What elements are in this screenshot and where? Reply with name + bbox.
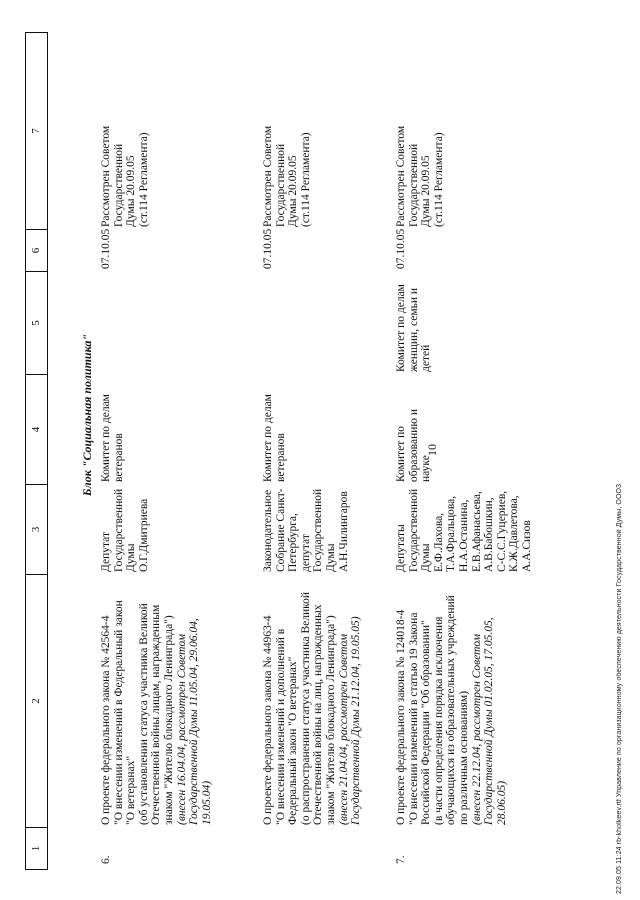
responsible-committee-line: образованию и <box>407 409 420 482</box>
council-note-line: (ст.114 Регламента) <box>299 132 312 227</box>
section-title: Блок "Социальная политика" <box>80 333 94 497</box>
bill-description-line: по различным основаниям) <box>457 690 470 825</box>
bill-author-line: О.Г.Дмитриева <box>137 498 150 572</box>
bill-author-line: Е.Ф.Лахова, <box>432 512 445 572</box>
bill-description-note-line: (внесен 21.04.04, рассмотрен Советом <box>337 633 350 825</box>
bill-author-line: Депутаты <box>395 524 407 572</box>
bill-author-line: Н.А.Останина, <box>457 499 470 572</box>
bill-author <box>100 482 150 572</box>
bill-author-line: Т.А.Фральцова, <box>445 495 458 572</box>
co-executor-committee-line: женщин, семьи и <box>407 287 420 372</box>
responsible-committee <box>395 376 433 482</box>
bill-author <box>262 482 350 572</box>
bill-author-line: Государственной <box>112 488 125 572</box>
bill-author-line: Законодательное <box>262 489 274 572</box>
bill-description-note-line: Государственной Думы 01.02.05, 17.05.05, <box>483 617 496 825</box>
bill-description-note-line: (внесен 22.12.04, рассмотрен Советом <box>470 633 483 825</box>
bill-author-line: Думы <box>420 543 433 572</box>
responsible-committee-line: Комитет по делам <box>100 394 112 482</box>
council-note-line: Государственной <box>274 143 287 227</box>
bill-author-line: Думы <box>324 543 337 572</box>
council-note-line: Думы 20.09.05 <box>287 155 300 227</box>
bill-description-line: О проекте федерального закона № 42564-4 <box>100 615 112 825</box>
header-cell-7: 7 <box>26 32 47 230</box>
header-cell-1: 1 <box>26 828 47 870</box>
responsible-committee-line: науке <box>420 455 433 482</box>
bill-author <box>395 482 534 572</box>
council-note-line: Рассмотрен Советом <box>395 125 407 227</box>
responsible-committee-line: ветеранов <box>274 433 287 482</box>
bill-description-line: обучающихся из образовательных учреждений <box>445 595 458 825</box>
row-number: 7. <box>395 855 407 864</box>
page-number: 10 <box>425 444 439 456</box>
council-note-line: (ст.114 Регламента) <box>137 132 150 227</box>
page-footer: 22.09.05 11:24 rb-kholkeev.rtf Управление по организационному обеспечению деятельности Государственной Думы, ООО3 <box>616 483 623 894</box>
council-note-line: Думы 20.09.05 <box>125 155 138 227</box>
bill-author-line: депутат <box>299 534 312 572</box>
bill-author-line: Государственной <box>312 488 325 572</box>
bill-description-line: "О внесении изменений в статью 19 Закона <box>407 612 420 825</box>
council-note-line: Рассмотрен Советом <box>100 125 112 227</box>
bill-description-line: знаком "Жителю блокадного Ленинграда") <box>324 615 337 825</box>
row-number: 6. <box>100 855 112 864</box>
council-note-line: Думы 20.09.05 <box>420 155 433 227</box>
council-note <box>395 31 445 227</box>
council-note-line: Рассмотрен Советом <box>262 125 274 227</box>
bill-author-line: А.В.Бабошкин, <box>483 497 496 572</box>
council-note-line: (ст.114 Регламента) <box>432 132 445 227</box>
bill-description-note-line: (внесен 16.04.04, рассмотрен Советом <box>175 633 188 825</box>
header-cell-3: 3 <box>26 485 47 575</box>
bill-author-line: К.Ж.Давлетова, <box>508 495 521 572</box>
bill-description-line: "О ветеранах" <box>125 755 138 825</box>
co-executor-committee-line: Комитет по делам <box>395 284 407 372</box>
bill-author-line: А.Н.Чилингаров <box>337 491 350 572</box>
bill-author-line: Петербурга, <box>287 513 300 572</box>
council-note-line: Государственной <box>112 143 125 227</box>
bill-description-line: "О внесении изменений в Федеральный закон <box>112 600 125 825</box>
review-date: 07.10.05 <box>262 228 274 269</box>
bill-description-line: "О внесении изменений и дополнений в <box>274 628 287 825</box>
bill-description-note-line: Государственной Думы 11.05.04, 29.06.04, <box>188 618 201 825</box>
responsible-committee-line: Комитет по делам <box>262 394 274 482</box>
header-cell-4: 4 <box>26 375 47 485</box>
bill-author-line: Государственной <box>407 488 420 572</box>
bill-author-line: Депутат <box>100 532 112 572</box>
bill-description-line: Отечественной войны лицам, награжденным <box>150 604 163 825</box>
bill-description <box>262 570 363 825</box>
header-cell-5: 5 <box>26 272 47 375</box>
responsible-committee <box>100 376 125 482</box>
bill-author-line: С-С.С.Гуцериев, <box>495 490 508 572</box>
bill-description <box>395 570 508 825</box>
responsible-committee-line: ветеранов <box>112 433 125 482</box>
bill-description-note-line: 28.06.05) <box>495 780 508 825</box>
review-date: 07.10.05 <box>395 228 407 269</box>
review-date: 07.10.05 <box>100 228 112 269</box>
co-executor-committee <box>395 268 433 372</box>
bill-description-line: (об установлении статуса участника Великой <box>137 603 150 825</box>
bill-description <box>100 570 213 825</box>
header-cell-6: 6 <box>26 230 47 272</box>
header-cell-2: 2 <box>26 575 47 828</box>
bill-description-line: О проекте федерального закона № 124018-4 <box>395 609 407 825</box>
council-note <box>262 31 312 227</box>
bill-description-line: О проекте федерального закона № 44963-4 <box>262 615 274 825</box>
table-header <box>25 32 48 870</box>
responsible-committee <box>262 376 287 482</box>
bill-description-line: Отечественной войны на лиц, награжденных <box>312 604 325 825</box>
bill-author-line: Думы <box>125 543 138 572</box>
responsible-committee-line: Комитет по <box>395 426 407 482</box>
bill-author-line: А.А.Сизов <box>520 520 533 572</box>
bill-description-note-line: Государственной Думы 21.12.04, 19.05.05) <box>350 616 363 825</box>
council-note-line: Государственной <box>407 143 420 227</box>
bill-description-line: (в части определения порядка исключения <box>432 616 445 825</box>
bill-description-line: знаком "Жителю блокадного Ленинграда") <box>162 615 175 825</box>
co-executor-committee-line: детей <box>420 344 433 372</box>
bill-author-line: Е.В.Афанасьева, <box>470 491 483 572</box>
bill-description-note-line: 19.05.04) <box>200 780 213 825</box>
bill-author-line: Собрание Санкт- <box>274 488 287 572</box>
bill-description-line: Федеральный закон "О ветеранах" <box>287 656 300 825</box>
council-note <box>100 31 150 227</box>
bill-description-line: (о распространении статуса участника Великой <box>299 591 312 825</box>
bill-description-line: Российской Федерации "Об образовании" <box>420 620 433 825</box>
